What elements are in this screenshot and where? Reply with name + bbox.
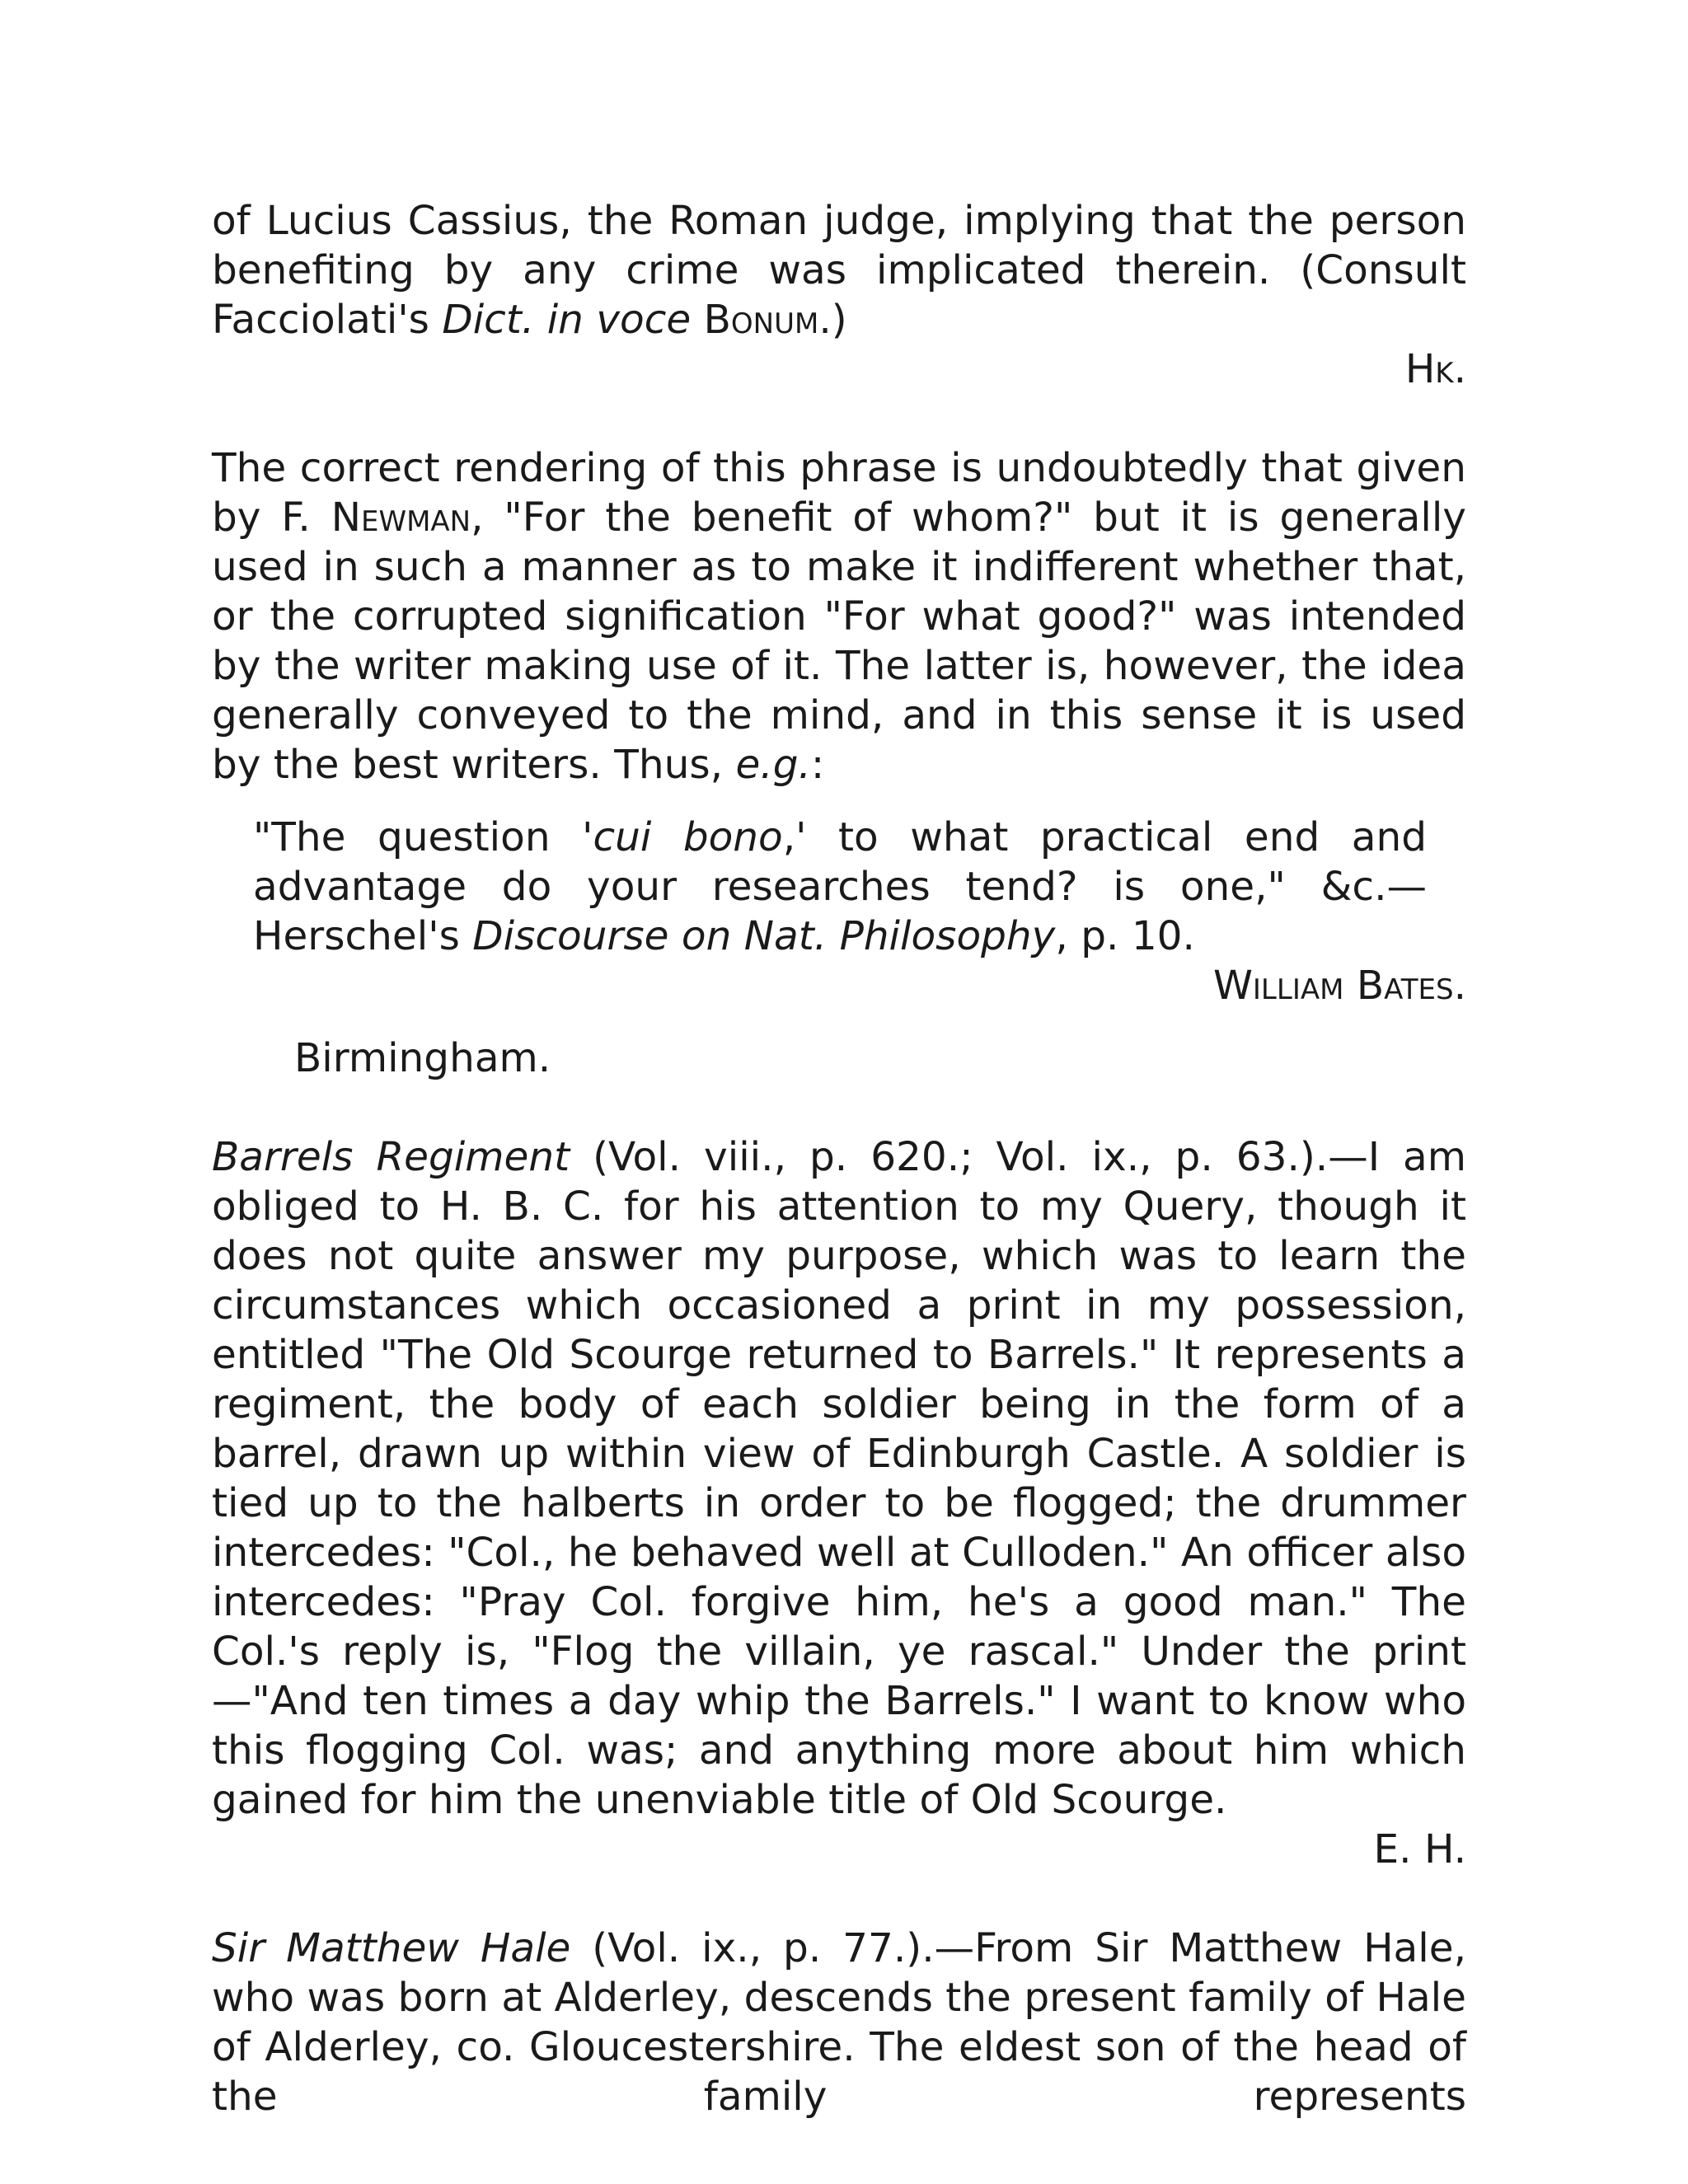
entry-title: Barrels Regiment [212, 1134, 570, 1180]
text-run: , p. 10. [1055, 913, 1195, 959]
text-run: The correct rendering of this phrase is undoubtedly that given by F. [212, 445, 1466, 541]
italic-run: Discourse on Nat. Philosophy [472, 913, 1056, 959]
entry-title: Sir Matthew Hale [212, 1925, 571, 1971]
signature-hk: Hk. [1404, 346, 1466, 392]
text-run: : [810, 742, 825, 788]
document-page [212, 196, 1466, 2121]
text-run: , "For the benefit of whom?" but it is generally used in such a manner as to make it indifferent whether that, or the corrupted signification "For what good?" was intended by the writer making use of it. The latter is, however, the idea generally conveyed to the mind, and in this sense it is used by the best writers. Thus, [212, 494, 1466, 788]
text-run: (Vol. ix., p. 77.).—From Sir Matthew Hale, who was born at Alderley, descends the present family of Hale of Alderley, co. Gloucestershire. The eldest son of the head of the family represents [212, 1925, 1467, 2120]
paragraph-matthew-hale [212, 1924, 1466, 2121]
italic-run: e.g. [735, 742, 811, 788]
small-caps-run: Bonum [703, 297, 819, 343]
paragraph-barrels-regiment [212, 1132, 1466, 1825]
block-quote-herschel [253, 813, 1427, 961]
text-run: of Lucius Cassius, the Roman judge, implying that the person benefiting by any crime was implicated therein. (Consult Facciolati's [212, 198, 1466, 343]
paragraph-cassius [212, 196, 1466, 344]
place-birmingham: Birmingham. [294, 1035, 551, 1081]
text-run: (Vol. viii., p. 620.; Vol. ix., p. 63.).—I am obliged to H. B. C. for his attention to my Query, though it does not quite answer my purpose, which was to learn the circumstances which occasioned a print in my possession, entitled "The Old Scourge returned to Barrels." It represents a regiment, the body of each soldier being in the form of a barrel, drawn up within view of Edinburgh Castle. A soldier is tied up to the halberts in order to be flogged; the drummer intercedes: "Col., he behaved well at Culloden." An officer also intercedes: "Pray Col. forgive him, he's a good man." The Col.'s reply is, "Flog the villain, ye rascal." Under the print—"And ten times a day whip the Barrels." I want to know who this flogging Col. was; and anything more about him which gained for him the unenviable title of Old Scourge. [212, 1134, 1466, 1823]
italic-run: Dict. in voce [442, 297, 692, 343]
small-caps-run: Newman [331, 494, 471, 541]
signature-eh: E. H. [1373, 1826, 1466, 1872]
paragraph-correct-rendering [212, 443, 1466, 790]
italic-run: cui bono [593, 814, 783, 860]
text-run: .) [818, 297, 847, 343]
text-run: "The question ' [253, 814, 593, 860]
text-run: ,' to what practical end and advantage do your researches tend? is one," &c.—Herschel's [253, 814, 1427, 959]
signature-william-bates: William Bates. [1212, 963, 1466, 1009]
